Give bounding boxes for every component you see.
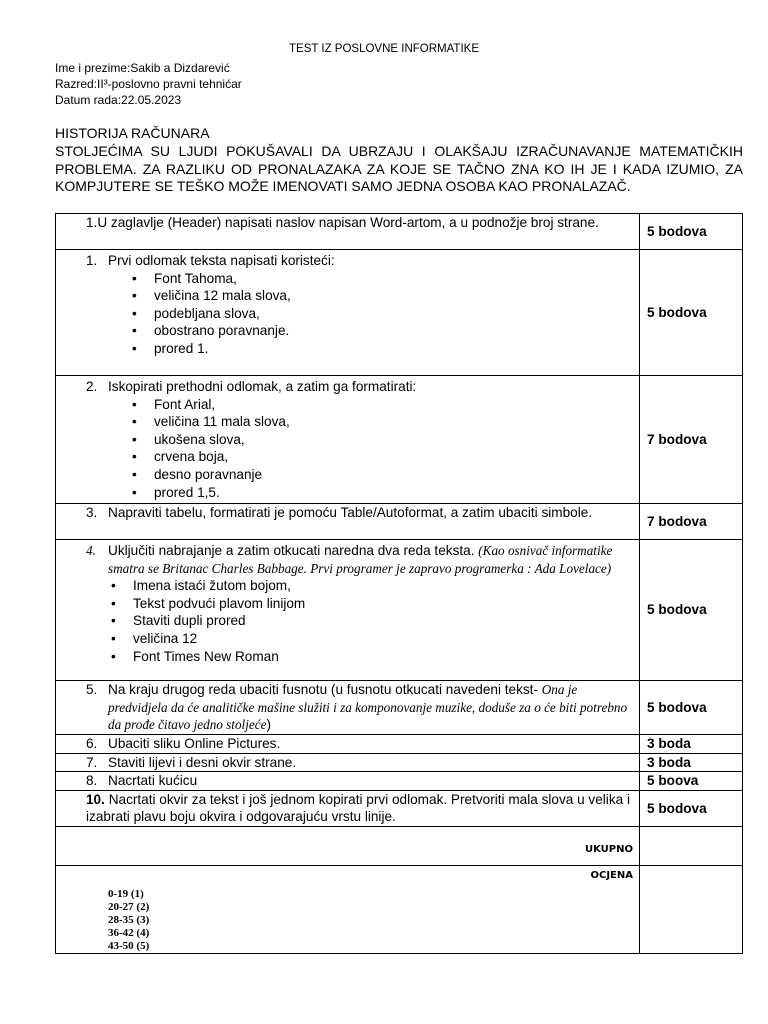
document-title: TEST IZ POSLOVNE INFORMATIKE [289,43,479,55]
task-number: 8. [86,773,98,789]
task-number: 10. [86,791,105,807]
total-label: UKUPNO [584,843,633,855]
task-points: 5 bodova [640,250,743,376]
task-row-1 [56,250,743,376]
task-number: 4. [86,543,96,558]
task-text [56,772,640,791]
task-row-5 [56,681,743,735]
task-instruction: Nacrtati okvir za tekst i još jednom kopirati prvi odlomak. Pretvoriti mala slova u velika i izabrati plavu boju okvira i odgovarajuću vrstu linije. [86,791,630,825]
task-tail: ) [266,717,271,733]
total-label-cell [56,826,640,865]
task-points: 5 bodova [640,681,743,735]
list-item: • prored 1. [154,340,639,358]
task-text [56,681,640,735]
list-item: • crvena boja, [154,448,639,466]
list-item: • desno poravnanje [154,466,639,484]
grade-scale-item: 36-42 (4) [108,926,150,939]
format-list [56,577,639,665]
task-number: 1. [86,253,98,268]
intro-paragraph: STOLJEĆIMA SU LJUDI POKUŠAVALI DA UBRZAJU I OLAKŠAJU IZRAČUNAVANJE MATEMATIČKIH PROBLEMA. ZA RAZLIKU OD PRONALAZAKA ZA KOJE SE TAČNO ZNA KO IH JE I KADA IZUMIO, ZA KOMPJUTERE SE TEŠKO MOŽE IMENOVATI SAMO JEDNA OSOBA KAO PRONALAZAČ. [55,143,743,194]
list-item: • obostrano poravnanje. [154,322,639,340]
list-item: • ukošena slova, [154,431,639,449]
tasks-table [55,213,743,954]
task-points: 5 bodova [640,790,743,826]
task-text [56,250,640,376]
task-row-8 [56,772,743,791]
list-item: • Font Arial, [154,396,639,414]
task-number: 6. [86,736,98,751]
task-instruction: Na kraju drugog reda ubaciti fusnotu (u fusnotu otkucati navedeni tekst- [108,682,538,697]
task-points: 3 boda [640,735,743,754]
task-number: 5. [86,682,98,697]
format-list [56,396,639,502]
list-item: • Staviti dupli prored [133,612,639,630]
grade-scale-item: 20-27 (2) [108,900,150,913]
grade-scale-item: 28-35 (3) [108,913,150,926]
task-text [56,790,640,826]
task-points: 7 bodova [640,376,743,504]
list-item: • Font Times New Roman [133,648,639,666]
task-number: 3. [86,505,98,520]
student-name: Ime i prezime:Sakib a Dizdarević [55,61,230,75]
task-instruction: Prvi odlomak teksta napisati koristeći: [108,253,335,268]
task-text [56,540,640,681]
student-class: Razred:II³-poslovno pravni tehnićar [55,77,242,91]
task-row-6 [56,735,743,754]
list-item: • Imena istaći žutom bojom, [133,577,639,595]
grade-cell [56,865,640,953]
task-text: 1.U zaglavlje (Header) napisati naslov napisan Word-artom, a u podnožje broj strane. [56,214,640,250]
task-row-10 [56,790,743,826]
total-value-cell [640,826,743,865]
list-item: • veličina 12 [133,630,639,648]
task-row-4 [56,540,743,681]
task-row-2 [56,376,743,504]
task-sample-text: Ona je predvidjela da će analitičke mašine služiti i za komponovanje muzike, doduše za o će biti potrebno da prođe čitavo jedno stoljeće [108,682,628,733]
task-text [56,376,640,504]
grade-row [56,865,743,953]
grade-scale [56,882,639,953]
list-item: • podebljana slova, [154,305,639,323]
total-row [56,826,743,865]
task-number: 2. [86,379,98,394]
task-number: 7. [86,754,98,770]
grade-label: OCJENA [590,869,633,881]
task-text [56,735,640,754]
task-instruction: Napraviti tabelu, formatirati je pomoću Table/Autoformat, a zatim ubaciti simbole. [108,505,593,520]
task-row-7 [56,753,743,772]
list-item: • prored 1,5. [154,484,639,502]
task-text [56,504,640,540]
task-points: 3 boda [640,753,743,772]
list-item: • Tekst podvući plavom linijom [133,595,639,613]
task-points: 5 bodova [640,214,743,250]
task-row-0 [56,214,743,250]
task-points: 5 bodova [640,540,743,681]
task-instruction: Nacrtati kućicu [108,773,198,789]
task-text [56,753,640,772]
grade-scale-item: 43-50 (5) [108,939,150,952]
test-date: Datum rada:22.05.2023 [55,93,182,107]
task-instruction: Iskopirati prethodni odlomak, a zatim ga formatirati: [108,379,417,394]
task-row-3 [56,504,743,540]
task-instruction: Ubaciti sliku Online Pictures. [108,736,281,751]
task-instruction: Uključiti nabrajanje a zatim otkucati naredna dva reda teksta. [108,543,475,558]
grade-scale-item: 0-19 (1) [108,887,144,900]
list-item: • Font Tahoma, [154,270,639,288]
format-list [56,270,639,358]
list-item: • veličina 11 mala slova, [154,413,639,431]
list-item: • veličina 12 mala slova, [154,287,639,305]
task-sample-text: (Kao osnivač informatike smatra se Britanac Charles Babbage. Prvi programer je zapravo programerka : Ada Lovelace) [108,543,613,576]
section-title: HISTORIJA RAČUNARA [55,125,210,141]
task-points: 5 boova [640,772,743,791]
grade-value-cell [640,865,743,953]
task-instruction: Staviti lijevi i desni okvir strane. [108,754,297,770]
task-points: 7 bodova [640,504,743,540]
